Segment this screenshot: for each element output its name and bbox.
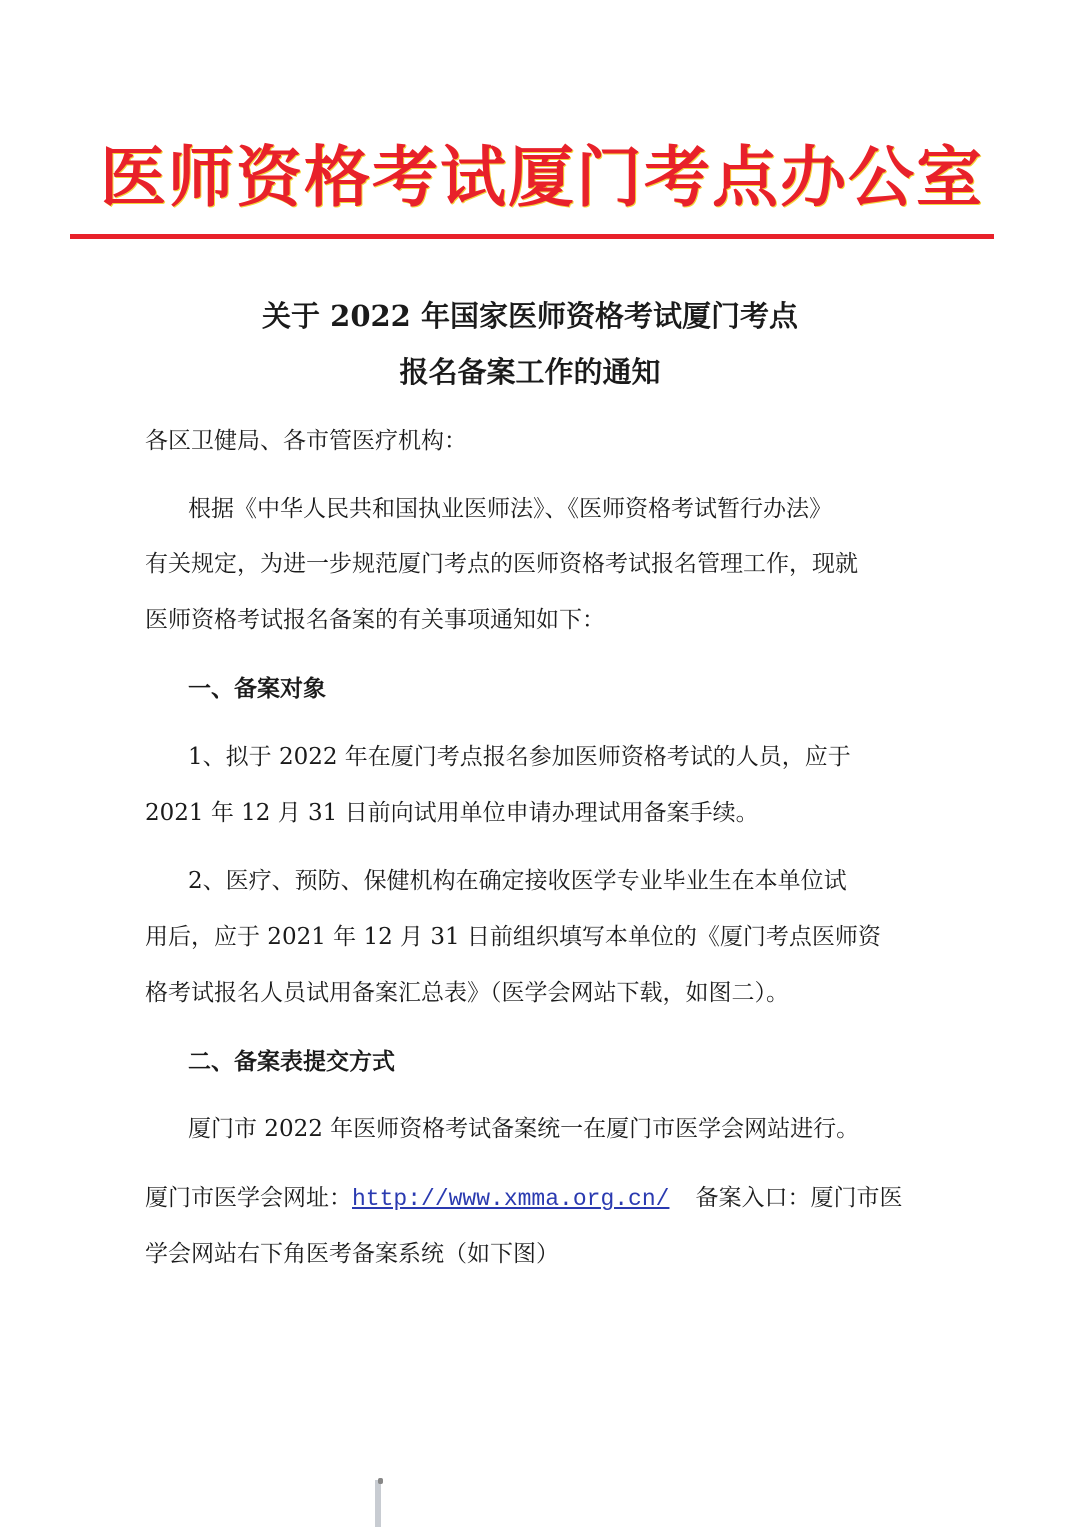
section2-line1: 厦门市 2022 年医师资格考试备案统一在厦门市医学会网站进行。	[188, 1116, 860, 1142]
image-fragment	[375, 1480, 381, 1527]
website-link[interactable]: http://www.xmma.org.cn/	[352, 1186, 670, 1212]
item2-line: 用后，应于 2021 年 12 月 31 日前组织填写本单位的《厦门考点医师资	[145, 924, 881, 950]
item2-line: 2、医疗、预防、保健机构在确定接收医学专业毕业生在本单位试	[188, 868, 847, 894]
document-title-line2: 报名备案工作的通知	[399, 355, 661, 389]
item1-line: 2021 年 12 月 31 日前向试用单位申请办理试用备案手续。	[145, 800, 759, 826]
image-fragment-top	[378, 1478, 383, 1484]
intro-line: 根据《中华人民共和国执业医师法》、《医师资格考试暂行办法》	[188, 496, 832, 522]
section2-url-line	[145, 1181, 902, 1216]
url-label: 厦门市医学会网址：	[145, 1185, 352, 1211]
letterhead-title: 医师资格考试厦门考点办公室	[100, 139, 984, 216]
entry-label: 备案入口：厦门市医	[695, 1185, 903, 1211]
section2-line3: 学会网站右下角医考备案系统（如下图）	[145, 1241, 559, 1267]
item2-line: 格考试报名人员试用备案汇总表》（医学会网站下载，如图二）。	[145, 980, 789, 1006]
letterhead-rule	[70, 234, 994, 239]
salutation: 各区卫健局、各市管医疗机构：	[145, 428, 467, 454]
intro-line: 医师资格考试报名备案的有关事项通知如下：	[145, 607, 605, 633]
document-title-line1: 关于 2022 年国家医师资格考试厦门考点	[262, 299, 798, 333]
intro-line: 有关规定，为进一步规范厦门考点的医师资格考试报名管理工作，现就	[145, 551, 858, 577]
item1-line: 1、拟于 2022 年在厦门考点报名参加医师资格考试的人员，应于	[188, 744, 851, 770]
section1-heading: 一、备案对象	[188, 676, 326, 702]
section2-heading: 二、备案表提交方式	[188, 1049, 395, 1075]
